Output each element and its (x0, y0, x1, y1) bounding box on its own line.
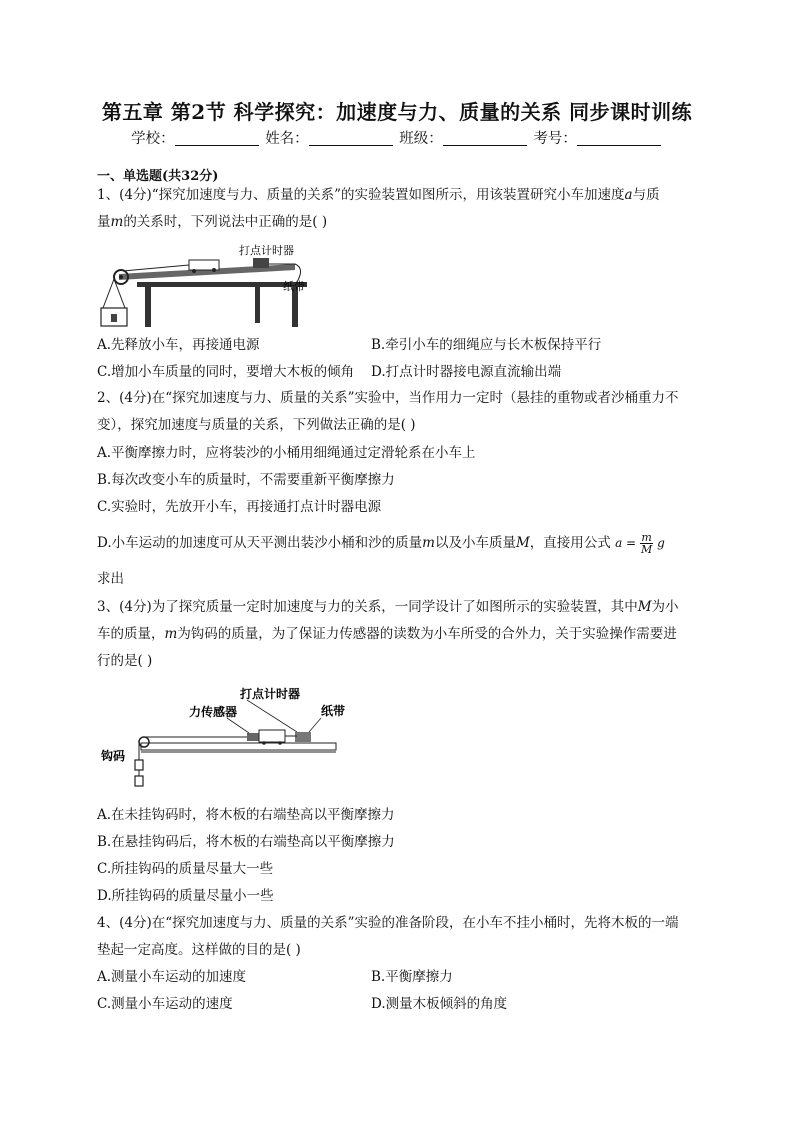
pulley-axle (119, 275, 123, 279)
tape-label: 纸带 (321, 704, 346, 718)
hook-weight (135, 760, 143, 770)
q3-option-b[interactable]: B.在悬挂钩码后，将木板的右端垫高以平衡摩擦力 (97, 834, 395, 850)
q2-option-c[interactable]: C.实验时，先放开小车，再接通打点计时器电源 (97, 499, 382, 515)
q3-apparatus-figure (97, 680, 346, 802)
q4-option-d[interactable]: D.测量木板倾斜的角度 (371, 996, 508, 1012)
var-m: m (422, 535, 435, 551)
q1-stem-line2 (97, 213, 327, 231)
q3-stem-line1 (97, 598, 679, 616)
q1-option-b[interactable]: B.牵引小车的细绳应与长木板保持平行 (371, 337, 602, 353)
var-capital-m: M (637, 599, 652, 615)
q3-text: 为钩码的质量，为了保证力传感器的读数为小车所受的合外力，关于实验操作需要进 (177, 626, 677, 642)
q1-text: 量 (97, 214, 111, 230)
formula-denominator: M (640, 543, 653, 556)
q4-stem-line2: 垫起一定高度。这样做的目的是( ) (97, 942, 301, 958)
q4-stem-line1: 4、(4分)在“探究加速度与力、质量的关系”实验的准备阶段，在小车不挂小桶时，先将木板的一端 (97, 915, 679, 931)
page-title: 第五章 第2节 科学探究：加速度与力、质量的关系 同步课时训练 (101, 100, 693, 124)
cart-wheel (278, 741, 282, 745)
q1-option-a[interactable]: A.先释放小车，再接通电源 (97, 337, 260, 353)
q4-option-a[interactable]: A.测量小车运动的加速度 (97, 969, 247, 985)
formula-lhs: a = (615, 536, 637, 550)
q2-stem-line2: 变），探究加速度与质量的关系，下列做法正确的是( ) (97, 417, 416, 433)
force-sensor-icon (247, 733, 259, 741)
var-m: m (110, 214, 124, 230)
q1-text: 1、(4分)“探究加速度与力、质量的关系”的实验装置如图所示，用该装置研究小车加速度 (97, 187, 625, 203)
q3-stem-line2 (97, 625, 677, 643)
var-capital-m: M (515, 535, 530, 551)
q2-option-d-text: D.小车运动的加速度可从天平测出装沙小桶和沙的质量 (97, 535, 423, 551)
table-leg (255, 287, 260, 323)
table-leg (292, 287, 298, 327)
q1-option-c[interactable]: C.增加小车质量的同时，要增大木板的倾角 (97, 364, 355, 380)
cart-wheel (192, 269, 196, 273)
q1-option-d[interactable]: D.打点计时器接电源直流输出端 (371, 364, 562, 380)
q3-option-a[interactable]: A.在未挂钩码时，将木板的右端垫高以平衡摩擦力 (97, 807, 395, 823)
q2-option-a[interactable]: A.平衡摩擦力时，应将装沙的小桶用细绳通过定滑轮系在小车上 (97, 445, 476, 461)
string (123, 265, 189, 271)
class-label: 班级： (399, 131, 443, 147)
student-info-row (0, 127, 794, 148)
q1-text: 与质 (632, 187, 660, 203)
cart-wheel (262, 741, 266, 745)
board (141, 743, 336, 750)
timer-label: 打点计时器 (239, 244, 294, 257)
q1-apparatus-figure (97, 238, 317, 330)
exam-number-label: 考号： (533, 131, 577, 147)
formula (615, 531, 665, 556)
formula-numerator: m (641, 531, 652, 544)
timer-icon (295, 732, 311, 742)
formula-g: g (657, 536, 665, 550)
hook-weight (135, 776, 143, 786)
string (103, 279, 114, 308)
table-leg (145, 287, 151, 327)
bucket-weight (111, 314, 117, 322)
cart-wheel (212, 268, 216, 272)
section-heading: 一、单选题(共32分) (97, 169, 219, 184)
school-blank[interactable] (175, 131, 259, 146)
q3-option-d[interactable]: D.所挂钩码的质量尽量小一些 (97, 888, 274, 904)
q3-option-c[interactable]: C.所挂钩码的质量尽量大一些 (97, 861, 274, 877)
class-blank[interactable] (443, 131, 527, 146)
sensor-label: 力传感器 (189, 705, 238, 719)
table-top (137, 282, 307, 287)
timer-label: 打点计时器 (240, 687, 301, 701)
var-a: a (624, 187, 633, 203)
var-m: m (164, 626, 178, 642)
q2-stem-line1: 2、(4分)在“探究加速度与力、质量的关系”实验中，当作用力一定时（悬挂的重物或者沙桶重力不 (97, 390, 679, 406)
q2-option-d-text: 以及小车质量 (434, 535, 516, 551)
name-blank[interactable] (309, 131, 393, 146)
q1-stem-line1 (97, 186, 660, 204)
weight-label: 钩码 (101, 749, 126, 763)
q2-option-d-continued: 求出 (97, 571, 124, 587)
q2-option-d-text: ，直接用公式 (529, 535, 611, 551)
timer-icon (253, 258, 269, 268)
tape-label: 纸带 (283, 280, 305, 293)
formula-fraction (640, 532, 652, 555)
q3-stem-line3: 行的是( ) (97, 653, 153, 669)
q3-text: 车的质量， (97, 626, 165, 642)
name-label: 姓名： (265, 131, 309, 147)
q4-option-b[interactable]: B.平衡摩擦力 (371, 969, 453, 985)
leader-line (227, 718, 249, 733)
exam-number-blank[interactable] (577, 131, 661, 146)
q2-option-b[interactable]: B.每次改变小车的质量时，不需要重新平衡摩擦力 (97, 472, 395, 488)
q2-option-d[interactable] (97, 532, 665, 555)
q3-text: 3、(4分)为了探究质量一定时加速度与力的关系，一同学设计了如图所示的实验装置，其中 (97, 599, 638, 615)
cart (259, 730, 285, 742)
q1-text: 的关系时，下列说法中正确的是( ) (123, 214, 328, 230)
q4-option-c[interactable]: C.测量小车运动的速度 (97, 996, 233, 1012)
school-label: 学校： (131, 131, 175, 147)
leader-line (309, 718, 321, 732)
leader-line (247, 700, 297, 732)
q3-text: 为小 (651, 599, 679, 615)
